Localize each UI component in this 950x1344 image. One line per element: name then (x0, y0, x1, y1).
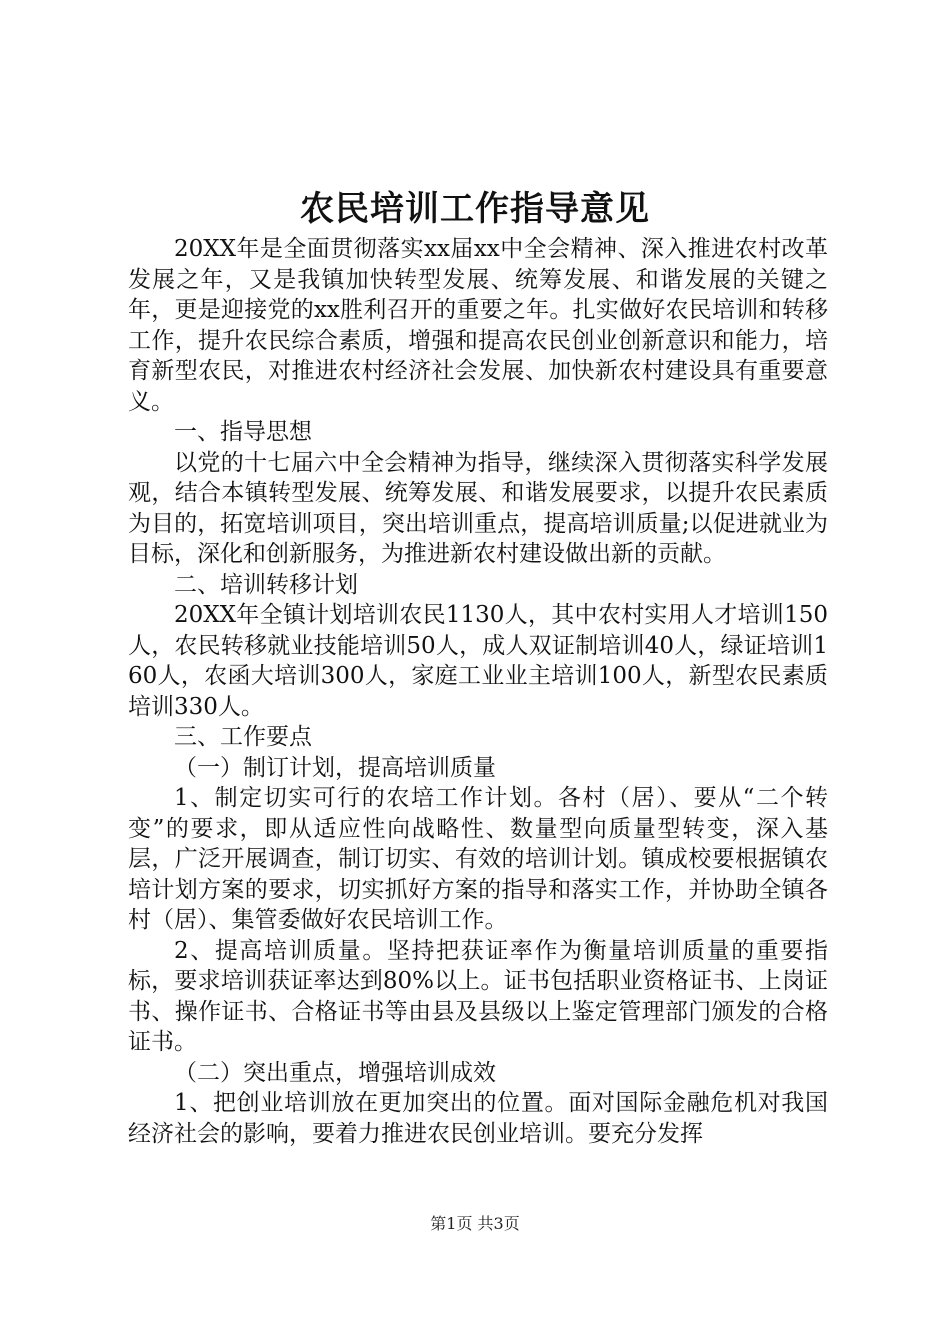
training-plan-paragraph: 20XX年全镇计划培训农民1130人，其中农村实用人才培训150人，农民转移就业技能培训50人，成人双证制培训40人，绿证培训160人，农函大培训300人，家庭工业业主培训100人，新型农民素质培训330人。 (128, 602, 828, 720)
section-heading-work-points: 三、工作要点 (174, 724, 312, 750)
section-heading-guiding-thought: 一、指导思想 (174, 419, 312, 445)
section-heading-training-plan: 二、培训转移计划 (174, 571, 358, 598)
page-number-footer: 第1页 共3页 (430, 1214, 520, 1233)
subsection-heading-focus: （二）突出重点，增强培训成效 (174, 1059, 496, 1086)
planning-item-1: 1、制定切实可行的农培工作计划。各村（居）、要从“二个转变”的要求，即从适应性向战略性、数量型向质量型转变，深入基层，广泛开展调查，制订切实、有效的培训计划。镇成校要根据镇农培计划方案的要求，切实抓好方案的指导和落实工作，并协助全镇各村（居）、集管委做好农民培训工作。 (128, 785, 828, 933)
subsection-heading-planning: （一）制订计划，提高培训质量 (174, 754, 496, 781)
guiding-thought-paragraph: 以党的十七届六中全会精神为指导，继续深入贯彻落实科学发展观，结合本镇转型发展、统筹发展、和谐发展要求，以提升农民素质为目的，拓宽培训项目，突出培训重点，提高培训质量;以促进就业为目标，深化和创新服务，为推进新农村建设做出新的贡献。 (128, 449, 828, 567)
document-body (128, 234, 828, 1149)
document-title: 农民培训工作指导意见 (300, 189, 650, 229)
focus-item-1: 1、把创业培训放在更加突出的位置。面对国际金融危机对我国经济社会的影响，要着力推进农民创业培训。要充分发挥 (128, 1090, 828, 1147)
planning-item-2: 2、提高培训质量。坚持把获证率作为衡量培训质量的重要指标，要求培训获证率达到80%以上。证书包括职业资格证书、上岗证书、操作证书、合格证书等由县及县级以上鉴定管理部门颁发的合格证书。 (128, 937, 828, 1055)
intro-paragraph: 20XX年是全面贯彻落实xx届xx中全会精神、深入推进农村改革发展之年，又是我镇加快转型发展、统筹发展、和谐发展的关键之年，更是迎接党的xx胜利召开的重要之年。扎实做好农民培训和转移工作，提升农民综合素质，增强和提高农民创业创新意识和能力，培育新型农民，对推进农村经济社会发展、加快新农村建设具有重要意义。 (128, 236, 828, 415)
